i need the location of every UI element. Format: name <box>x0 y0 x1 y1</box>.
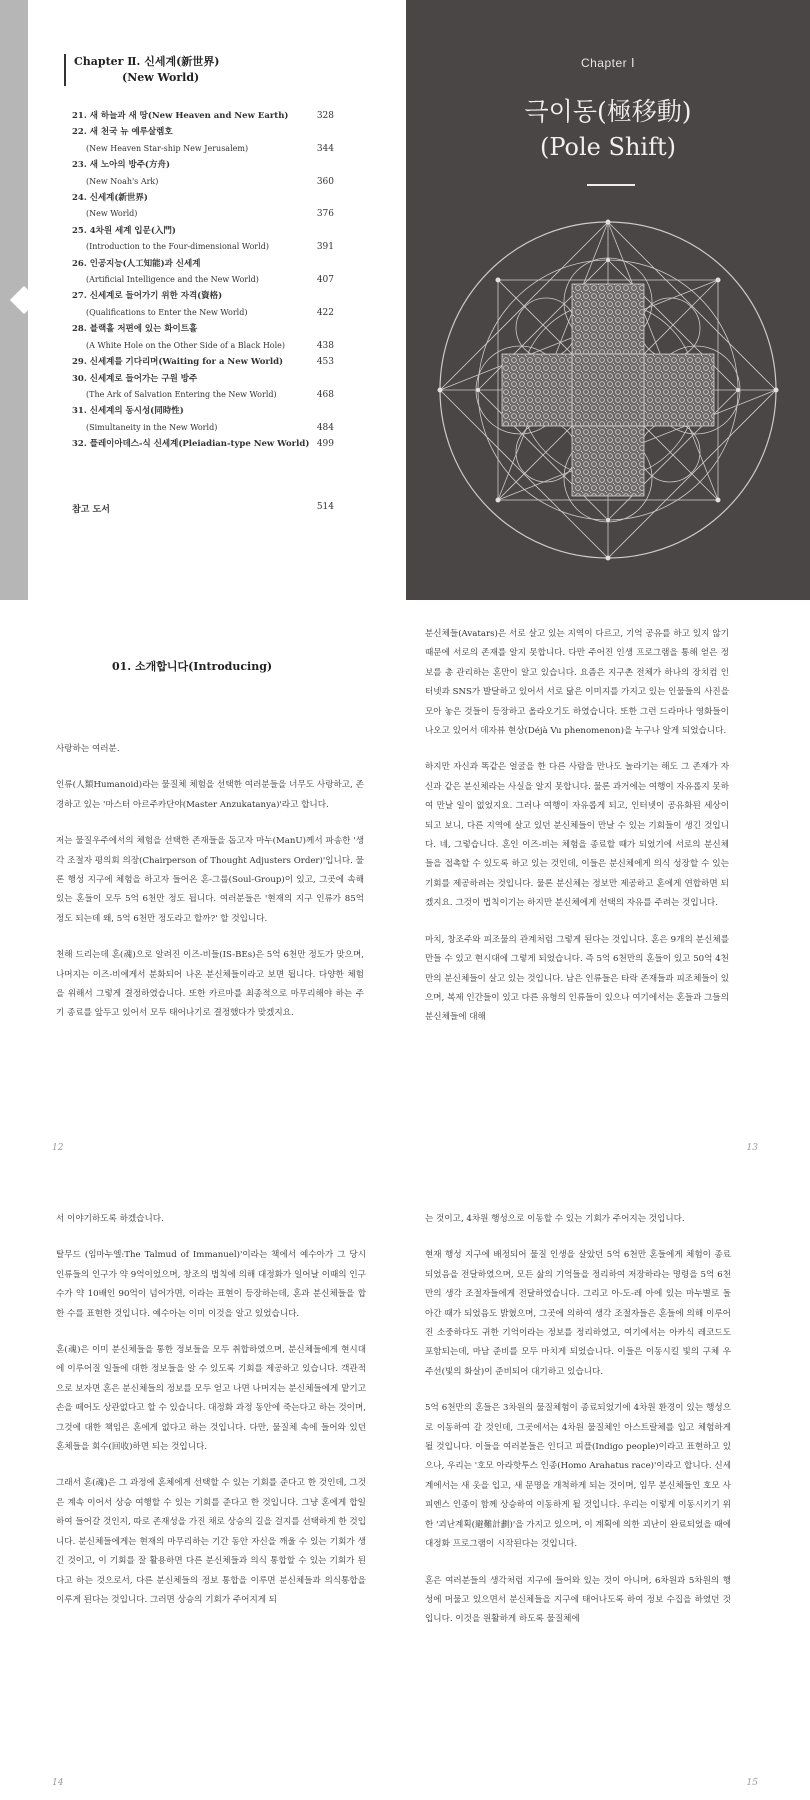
toc-item-page: 360 <box>316 176 334 187</box>
spread-toc-chapter <box>0 0 810 600</box>
toc-item-title: 28. 블랙홀 저편에 있는 화이트홀 <box>72 324 198 335</box>
toc-item[interactable] <box>72 157 334 190</box>
page-number: 13 <box>746 1143 758 1153</box>
toc-item-page: 499 <box>316 439 334 450</box>
body-text <box>56 1210 366 1627</box>
page-left <box>0 1210 405 1800</box>
paragraph: 5억 6천만의 혼들은 3차원의 물질체험이 종료되었기에 4차원 환경이 있는 행성으로 이동하여 갈 것인데, 그곳에서는 4차원 물질체인 아스트랄체를 입고 체험하게 될 것입니다. 이들을 여러분들은 인디고 피플(Indigo people)이라고 표현하고 있으나, 우리는 '호모 아라핫투스 인종(Homo Arahatus race)'이라고 합니다. 신세계에서는 새 옷을 입고, 새 문명을 개척하게 되는 것이며, 임무 분신체들인 호모 사피엔스 인종이 함께 상승하여 이동하게 될 것입니다. 우리는 이렇게 이동시키기 위한 '괴난계획(避難計劃)'을 가지고 있으며, 이 계획에 의한 괴난이 완료되었을 때에 대정화 프로그램이 시작된다는 것입니다. <box>425 1403 731 1550</box>
toc-item-subtitle: (New Heaven Star-ship New Jerusalem) <box>86 143 249 153</box>
toc-item-title: 31. 신세계의 동시성(同時性) <box>72 406 184 417</box>
toc-heading-line1: Chapter Ⅱ. 신세계(新世界) <box>74 55 220 68</box>
toc-item-subtitle: (A White Hole on the Other Side of a Black Hole) <box>86 340 286 350</box>
toc-item-page: 376 <box>316 209 334 220</box>
chapter-subtitle: (Pole Shift) <box>540 133 676 161</box>
paragraph: 인류(人類Humanoid)라는 물질체 체험을 선택한 여러분들을 너무도 사랑하고, 존경하고 있는 '마스터 아르주카단야(Master Anzukatanya)'라고 합니다. <box>56 780 364 810</box>
body-text <box>56 740 364 1041</box>
page-number: 12 <box>52 1143 64 1153</box>
toc-item-page: 422 <box>316 307 334 318</box>
paragraph: 그래서 혼(魂)은 그 과정에 혼체에게 선택할 수 있는 기회를 준다고 한 것인데, 그것은 계속 이어서 상승 여행할 수 있는 기회를 준다고 한 것입니다. 그냥 혼에게 합일하여 들어갈 것인지, 따로 존재성을 가진 채로 상승의 길을 걸지를 선택하게 한 것입니다. 분신체들에게는 현재의 마무리하는 기간 동안 자신을 깨울 수 있는 기회가 생긴 것이고, 이 기회를 잘 활용하면 다른 분신체들과 의식 통합할 수 있는 기회가 된다고 하는 것으로서, 다른 분신체들의 정보 통합을 이루면 분신체들과 의식통합을 이루게 된다는 것입니다. 그러면 상승의 기회가 주어지게 되 <box>56 1478 366 1605</box>
paragraph: 탈무드 (임마누엘:The Talmud of Immanuel)'이라는 책에서 예수아가 그 당시 인류들의 인구가 약 9억이었으며, 창조의 법칙에 의해 대정화가 일어날 이때의 인구수가 약 10배인 90억이 넘어가면, 이라는 표현이 등장하는데, 혼과 분신체들을 합한 수를 표현한 것입니다. 예수아는 이미 이것을 알고 있었습니다. <box>56 1250 366 1319</box>
toc-item-title: 30. 신세계로 들어가는 구원 방주 <box>72 373 198 384</box>
toc-item-title: 27. 신세계로 들어가기 위한 자격(資格) <box>72 291 223 302</box>
toc-item[interactable] <box>72 321 334 354</box>
toc-item-title: 32. 플레이아데스-식 신세계(Pleiadian-type New World) <box>72 439 310 450</box>
toc-item-page: 468 <box>316 389 334 400</box>
toc-item-title: 21. 새 하늘과 새 땅(New Heaven and New Earth) <box>72 111 289 121</box>
toc-item[interactable] <box>72 436 334 452</box>
toc-item[interactable] <box>72 354 334 370</box>
toc-item-title: 29. 신세계를 기다리며(Waiting for a New World) <box>72 357 284 368</box>
toc-item-subtitle: (Qualifications to Enter the New World) <box>86 307 248 317</box>
toc-references-label: 참고 도서 <box>72 505 110 515</box>
toc-item-page: 344 <box>316 143 334 154</box>
paragraph: 는 것이고, 4차원 행성으로 이동할 수 있는 기회가 주어지는 것입니다. <box>425 1214 685 1224</box>
paragraph: 사랑하는 여러분. <box>56 744 120 754</box>
paragraph: 현재 행성 지구에 배정되어 물질 인생을 살았던 5억 6천만 혼들에게 체험이 종료되었음을 전달하였으며, 모든 삶의 기억들을 정리하여 저장하라는 명령을 5억 6천만의 생각 조절자들에게 전달하였습니다. 그리고 아-도-레 아에 있는 마누별로 돌아간 때가 되었음도 밝혔으며, 그곳에 의하여 생각 조절자들은 혼들에 의해 이루어진 소중하다도 귀한 기억이라는 정보를 정리하였고, 여기에서는 아카식 레코드도 포함되는데, 마남 준비를 모두 마치게 되었습니다. 이들은 이동시킬 빛의 구체 우주선(빛의 화살)이 준비되어 대기하고 있습니다. <box>425 1250 731 1377</box>
toc-page <box>28 0 406 600</box>
toc-references-page: 514 <box>316 502 334 512</box>
toc-item[interactable] <box>72 288 334 321</box>
page-right <box>405 625 810 1165</box>
paragraph: 천해 드리는데 혼(魂)으로 알려진 이즈-비들(IS-BEs)은 5억 6천만 정도가 맞으며, 나머지는 이즈-비에게서 분화되어 나온 분신체들이라고 보면 됩니다. 다양한 체험을 위해서 그렇게 결정하였습니다. 또한 카르마를 최종적으로 마무리해야 하는 주기 종료를 앞두고 있어서 모두 태어나기로 결정했다가 맞겠지요. <box>56 950 364 1019</box>
page-number: 14 <box>52 1778 64 1788</box>
paragraph: 서 이야기하도록 하겠습니다. <box>56 1214 164 1224</box>
toc-item-title: 25. 4차원 세계 입문(入門) <box>72 225 176 236</box>
page-right <box>405 1210 810 1800</box>
body-text <box>425 1210 731 1647</box>
spread-pages-12-13 <box>0 625 810 1165</box>
toc-item[interactable] <box>72 223 334 256</box>
toc-item-title: 26. 인공지능(人工知能)과 신세계 <box>72 258 201 269</box>
section-title: 01. 소개합니다(Introducing) <box>112 660 273 673</box>
toc-item-subtitle: (Introduction to the Four-dimensional World) <box>86 242 269 252</box>
paragraph: 분신체들(Avatars)은 서로 살고 있는 지역이 다르고, 기억 공유를 하고 있지 않기 때문에 서로의 존재를 알지 못합니다. 다만 주어진 인생 프로그램을 통해 얻은 정보를 총 관리하는 혼만이 알고 있습니다. 요즘은 지구촌 전체가 하나의 장치컴 인터넷과 SNS가 발달하고 있어서 서로 닮은 이미지를 가지고 있는 인물들의 사진을 모아 놓은 것들이 등장하고 올라오기도 하였습니다. 또한 그런 드라마나 영화들이 나오고 있어서 데자뷰 현상(Déjà Vu phenomenon)을 누구나 알게 되었습니다. <box>425 629 729 737</box>
toc-item-subtitle: (Simultaneity in the New World) <box>86 422 218 432</box>
toc-item-subtitle: (New Noah's Ark) <box>86 176 159 186</box>
toc-item-page: 391 <box>316 242 334 253</box>
toc-item-subtitle: (The Ark of Salvation Entering the New World) <box>86 389 277 399</box>
paragraph: 하지만 자신과 똑같은 얼굴을 한 다른 사람을 만나도 놀라기는 해도 그 존재가 자신과 같은 분신체라는 사실을 알지 못합니다. 물론 과거에는 여행이 자유롭지 못하여 만날 일이 없었지요. 그러나 여행이 자유롭게 되고, 인터넷이 공유화된 세상이 되고 보니, 다른 지역에 살고 있던 분신체들이 만날 수 있는 기회들이 생긴 것입니다. 네, 그렇습니다. 혼인 이즈-비는 체험을 종료할 때가 되었기에 서로의 분신체들을 접촉할 수 있도록 하고 있는 것인데, 이들은 분신체에게 의식 성장할 수 있는 기회를 제공하려는 것입니다. 물론 분신체는 정보만 제공하고 혼에게 연합하면 되겠지요. 그것이 법칙이기는 하지만 분신체에게 선택의 자유를 주려는 것입니다. <box>425 762 730 909</box>
toc-item-subtitle: (Artificial Intelligence and the New World) <box>86 275 259 285</box>
toc-item-subtitle: (New World) <box>86 209 138 219</box>
toc-list <box>72 108 334 453</box>
page-number: 15 <box>746 1778 758 1788</box>
chapter-title: 극이동(極移動) <box>524 97 692 126</box>
toc-item-page: 407 <box>316 275 334 286</box>
toc-references[interactable] <box>72 502 334 515</box>
toc-item-page: 453 <box>316 357 334 368</box>
paragraph: 혼(魂)은 이미 분신체들을 통한 정보들을 모두 취합하였으며, 분신체들에게 현시대에 이루어질 일들에 대한 정보들을 알 수 있도록 기회를 제공하고 있습니다. 객관적으로 보자면 혼은 분신체들의 정보를 모두 얻고 나면 나머지는 분신체들에게 맡기고 손을 떼어도 상관없다고 할 수 있습니다. 대정화 과정 동안에 죽는다고 하는 것이며, 그것에 대한 책임은 혼에게 없다고 하는 것입니다. 다만, 물질체 속에 들어와 있던 혼체들을 회수(回收)하면 되는 것입니다. <box>56 1345 366 1453</box>
toc-item[interactable] <box>72 256 334 289</box>
toc-item[interactable] <box>72 108 334 124</box>
spread-pages-14-15 <box>0 1210 810 1800</box>
paragraph: 마치, 창조주와 피조물의 관계처럼 그렇게 된다는 것입니다. 혼은 9개의 분신체를 만들 수 있고 현시대에 그렇게 되었습니다. 즉 5억 6천만의 혼들이 있고 50억 4천만의 분신체들이 살고 있는 것입니다. 남은 인류들은 타락 존재들과 피조체들이 있으며, 복제 인간들이 있고 다른 유형의 인류들이 있으나 여기에서는 혼들과 그들의 분신체들에 대해 <box>425 934 730 1023</box>
chapter-label: Chapter Ⅰ <box>580 56 636 70</box>
toc-heading-line2: (New World) <box>122 71 200 84</box>
page-edge-tab <box>0 0 28 600</box>
toc-item[interactable] <box>72 403 334 436</box>
toc-heading <box>64 54 220 86</box>
toc-item-title: 24. 신세계(新世界) <box>72 193 148 204</box>
toc-item-page: 484 <box>316 422 334 433</box>
toc-item-title: 23. 새 노아의 방주(方舟) <box>72 160 170 171</box>
toc-item-page: 438 <box>316 340 334 351</box>
paragraph: 혼은 여러분들의 생각처럼 지구에 들어와 있는 것이 아니며, 6차원과 5차원의 행성에 머물고 있으면서 분신체들을 지구에 태어나도록 하여 정보 수집을 하였던 것입니다. 이것을 원활하게 하도록 물질체에 <box>425 1575 731 1625</box>
toc-item-title: 22. 새 천국 뉴 예루살렘호 <box>72 127 173 138</box>
body-text <box>425 625 729 1045</box>
page-left <box>0 625 405 1165</box>
toc-item-page: 328 <box>316 111 334 121</box>
toc-item[interactable] <box>72 190 334 223</box>
toc-item[interactable] <box>72 371 334 404</box>
paragraph: 저는 물질우주에서의 체험을 선택한 존재들을 돕고자 마누(ManU)께서 파송한 '생각 조절자 평의회 의장(Chairperson of Thought Adjusters Order)'입니다. 물론 행성 지구에 체험을 하고자 들어온 혼-그룹(Soul-Group)이 있고, 그곳에 속해 있는 혼들이 모두 5억 6천만 정도 됩니다. 여러분들은 '현재의 지구 인류가 85억 정도 되는데 왜, 5억 6천만 정도라고 할까?' 할 것입니다. <box>56 836 364 924</box>
toc-item[interactable] <box>72 124 334 157</box>
sacred-geometry-illustration <box>406 180 810 600</box>
chapter-opener-page <box>406 0 810 600</box>
